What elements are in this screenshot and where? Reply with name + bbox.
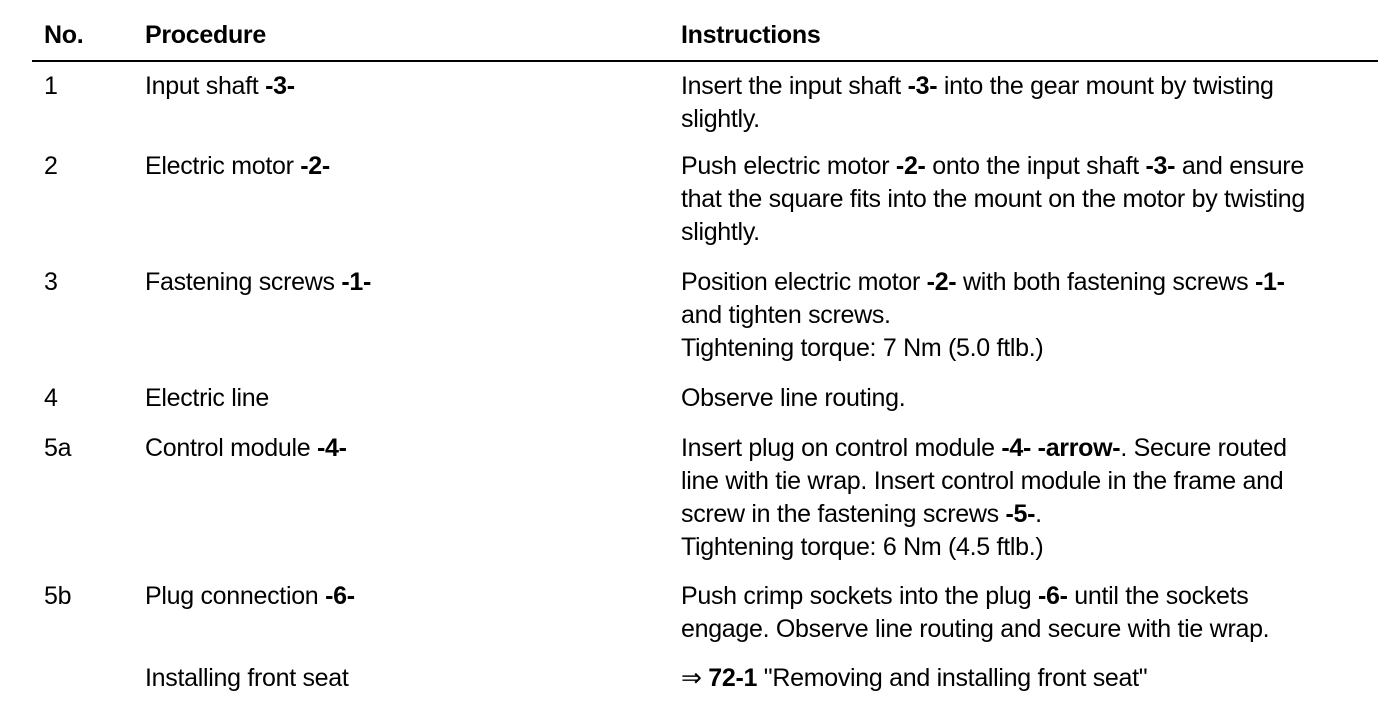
instruction-text: Position electric motor [681, 268, 927, 296]
instruction-text: with both fastening screws [956, 268, 1256, 296]
instruction-ref: -2- [926, 268, 957, 296]
header-divider [32, 60, 1378, 62]
instruction-line [681, 531, 1287, 564]
instruction-text: Observe line routing. [681, 384, 906, 412]
instruction-ref: -arrow- [1037, 434, 1121, 462]
instruction-line [681, 103, 1274, 136]
instruction-ref: -2- [895, 152, 926, 180]
instruction-line [681, 498, 1287, 531]
procedure-cell [145, 580, 355, 613]
procedure-cell [145, 432, 347, 465]
instruction-text: Insert plug on control module [681, 434, 1002, 462]
instruction-ref: -1- [1255, 268, 1285, 296]
instruction-ref: -5- [1005, 500, 1036, 528]
instruction-text: that the square fits into the mount on the motor by twisting [681, 185, 1306, 213]
instruction-text: Push electric motor [681, 152, 896, 180]
instructions-cell [681, 70, 1274, 136]
instruction-line [681, 183, 1305, 216]
instruction-text: Tightening torque: 7 Nm (5.0 ftlb.) [681, 334, 1044, 362]
procedure-ref: -3- [265, 72, 295, 100]
instruction-line [681, 266, 1285, 299]
instruction-ref: -3- [907, 72, 938, 100]
instruction-text: screw in the fastening screws [681, 500, 1006, 528]
instruction-text: line with tie wrap. Insert control module in the frame and [681, 467, 1284, 495]
instruction-line [681, 432, 1287, 465]
instructions-cell [681, 432, 1287, 564]
instruction-text: and tighten screws. [681, 301, 891, 329]
procedure-cell [145, 382, 269, 415]
instruction-line [681, 70, 1274, 103]
procedure-ref: -6- [325, 582, 355, 610]
instructions-cell [681, 150, 1305, 249]
instruction-line [681, 465, 1287, 498]
instruction-text: until the sockets [1067, 582, 1249, 610]
instruction-text: Insert the input shaft [681, 72, 908, 100]
instruction-text [1031, 434, 1038, 462]
instruction-ref: -3- [1145, 152, 1176, 180]
instruction-line [681, 382, 905, 415]
instruction-text: into the gear mount by twisting [937, 72, 1274, 100]
instruction-line [681, 150, 1305, 183]
row-number: 4 [44, 384, 58, 412]
procedure-text: Fastening screws [145, 268, 342, 296]
instruction-line [681, 332, 1285, 365]
instruction-text: slightly. [681, 218, 760, 246]
procedure-ref: -4- [316, 434, 347, 462]
procedure-text: Installing front seat [145, 664, 349, 692]
procedure-text: Electric line [145, 384, 269, 412]
procedure-ref: -2- [300, 152, 330, 180]
instructions-cell [681, 662, 1147, 695]
procedure-cell [145, 70, 295, 103]
row-number: 5b [44, 582, 72, 610]
procedure-text: Control module [145, 434, 317, 462]
instruction-text: Push crimp sockets into the plug [681, 582, 1038, 610]
instruction-ref: -6- [1037, 582, 1068, 610]
procedure-ref: -1- [341, 268, 372, 296]
header-instructions: Instructions [681, 21, 821, 49]
row-number: 2 [44, 152, 58, 180]
instruction-line [681, 216, 1305, 249]
instruction-text: ⇒ [681, 664, 709, 692]
instruction-ref: -4- [1001, 434, 1032, 462]
header-no: No. [44, 21, 84, 49]
instruction-line [681, 613, 1269, 646]
procedure-text: Electric motor [145, 152, 301, 180]
procedure-text: Plug connection [145, 582, 326, 610]
instruction-ref: 72-1 [708, 664, 758, 692]
procedure-cell [145, 662, 349, 695]
procedure-cell [145, 266, 371, 299]
procedure-cell [145, 150, 330, 183]
row-number: 3 [44, 268, 58, 296]
instruction-text: engage. Observe line routing and secure with tie wrap. [681, 615, 1270, 643]
header-procedure: Procedure [145, 21, 266, 49]
instruction-text: . Secure routed [1120, 434, 1287, 462]
row-number: 1 [44, 72, 58, 100]
instructions-cell [681, 580, 1269, 646]
instruction-text: slightly. [681, 105, 760, 133]
instruction-text: Tightening torque: 6 Nm (4.5 ftlb.) [681, 533, 1044, 561]
instruction-text: and ensure [1175, 152, 1304, 180]
instruction-text: "Removing and installing front seat" [757, 664, 1148, 692]
instruction-line [681, 580, 1269, 613]
instructions-cell [681, 382, 905, 415]
instruction-text: onto the input shaft [925, 152, 1146, 180]
instructions-cell [681, 266, 1285, 365]
procedure-text: Input shaft [145, 72, 266, 100]
instruction-text: . [1035, 500, 1042, 528]
instruction-line [681, 299, 1285, 332]
instruction-line [681, 662, 1147, 695]
row-number: 5a [44, 434, 72, 462]
